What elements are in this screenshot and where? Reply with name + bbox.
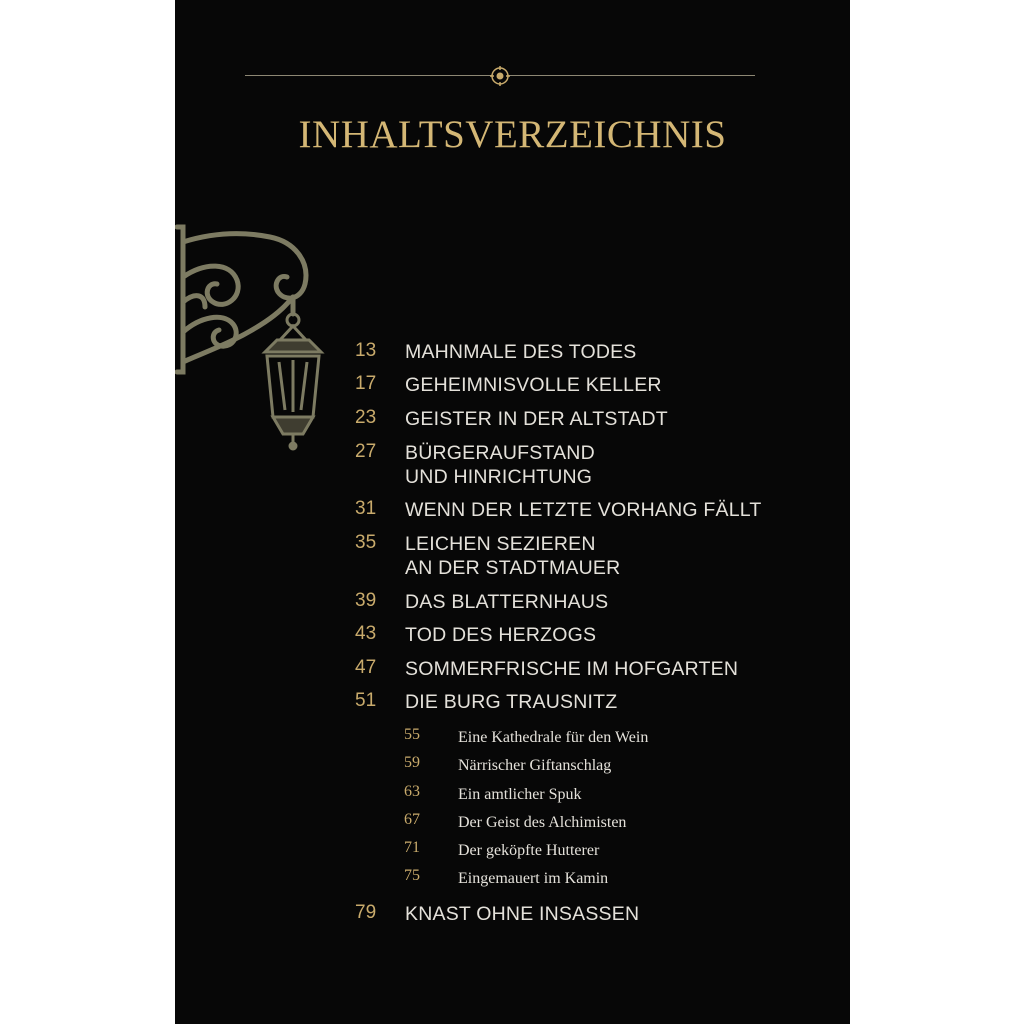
table-of-contents [175,0,850,1024]
toc-title: TOD DES HERZOGS [405,624,597,646]
toc-title: GEHEIMNISVOLLE KELLER [405,374,662,396]
page-title: INHALTSVERZEICHNIS [298,113,727,156]
toc-title: WENN DER LETZTE VORHANG FÄLLT [405,499,762,521]
toc-page-number: 67 [404,811,420,828]
toc-page-number: 31 [355,498,377,519]
toc-title: BÜRGERAUFSTAND UND HINRICHTUNG [405,442,595,488]
toc-page-number: 43 [355,623,377,644]
toc-page-number: 35 [355,532,377,553]
toc-title: Närrischer Giftanschlag [458,757,612,774]
toc-page-number: 17 [355,373,377,394]
toc-page-number: 39 [355,590,377,611]
toc-page-number: 47 [355,657,377,678]
toc-title: Ein amtlicher Spuk [458,786,582,803]
toc-page-number: 75 [404,867,420,884]
toc-page-number: 27 [355,441,377,462]
toc-page-number: 79 [355,902,377,923]
toc-title: Der geköpfte Hutterer [458,842,600,859]
toc-title: Eingemauert im Kamin [458,870,609,887]
toc-title: SOMMERFRISCHE IM HOFGARTEN [405,658,739,680]
toc-page-number: 63 [404,783,420,800]
toc-page-number: 55 [404,726,420,743]
toc-title: LEICHEN SEZIEREN AN DER STADTMAUER [405,533,621,579]
toc-title: DAS BLATTERNHAUS [405,591,609,613]
toc-title: MAHNMALE DES TODES [405,341,637,363]
toc-page-number: 23 [355,407,377,428]
toc-title: GEISTER IN DER ALTSTADT [405,408,668,430]
toc-page-number: 51 [355,690,377,711]
toc-title: KNAST OHNE INSASSEN [405,903,640,925]
toc-page-number: 13 [355,340,377,361]
toc-title: DIE BURG TRAUSNITZ [405,691,618,713]
toc-page-number: 71 [404,839,420,856]
toc-title: Eine Kathedrale für den Wein [458,729,649,746]
toc-title: Der Geist des Alchimisten [458,814,627,831]
book-page [175,0,850,1024]
toc-page-number: 59 [404,754,420,771]
